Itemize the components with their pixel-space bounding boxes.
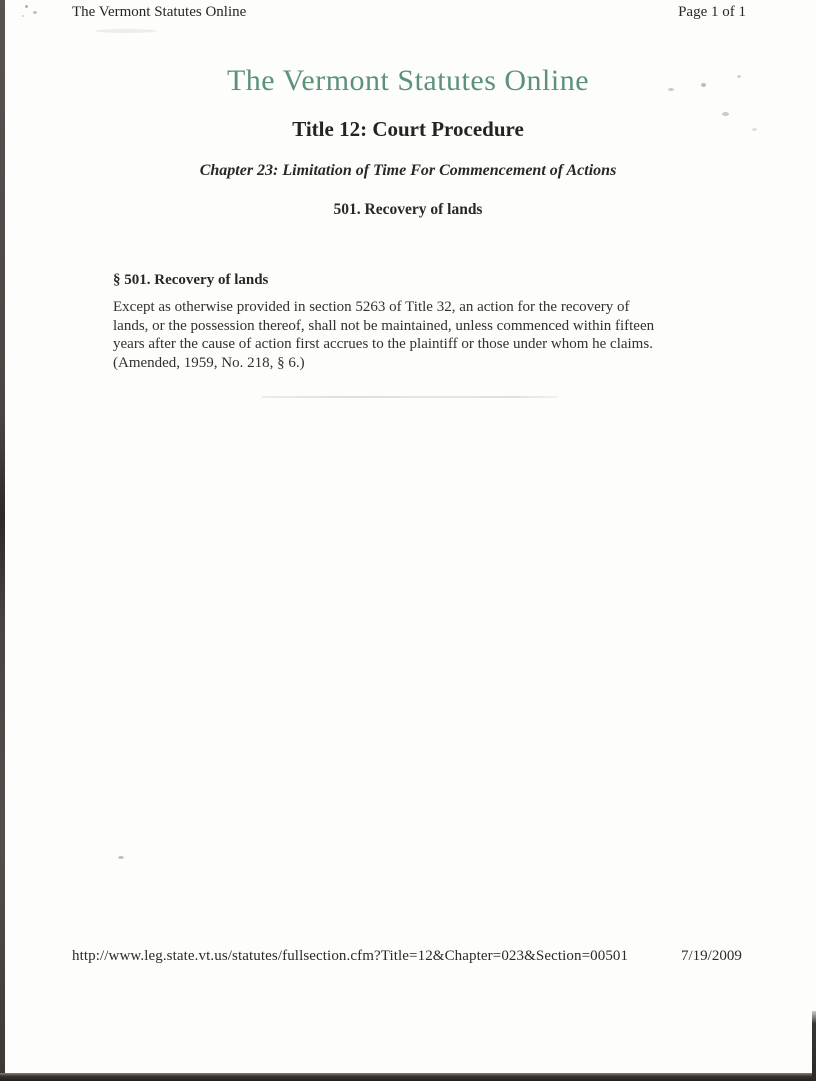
section-heading: 501. Recovery of lands xyxy=(333,201,483,218)
scan-artifact-dot xyxy=(22,15,24,17)
print-footer-date: 7/19/2009 xyxy=(681,948,742,964)
scan-artifact-bottom-band xyxy=(0,1073,816,1081)
chapter-heading: Chapter 23: Limitation of Time For Commencement of Actions xyxy=(199,162,617,179)
scan-artifact-smudge xyxy=(95,29,157,33)
scan-artifact-smudge xyxy=(118,856,124,859)
statute-heading: § 501. Recovery of lands xyxy=(113,272,269,288)
print-footer-url: http://www.leg.state.vt.us/statutes/fullsection.cfm?Title=12&Chapter=023&Section=00501 xyxy=(72,948,629,964)
horizontal-rule xyxy=(262,396,558,398)
print-header-title: The Vermont Statutes Online xyxy=(72,4,247,20)
statute-line: lands, or the possession thereof, shall not be maintained, unless commenced within fifteen xyxy=(113,317,655,334)
statute-line: (Amended, 1959, No. 218, § 6.) xyxy=(113,354,305,371)
statute-line: Except as otherwise provided in section 5263 of Title 32, an action for the recovery of xyxy=(113,299,630,315)
print-header-page-indicator: Page 1 of 1 xyxy=(678,4,746,20)
site-title: The Vermont Statutes Online xyxy=(226,64,590,97)
statute-paragraph xyxy=(113,298,654,372)
scan-artifact-right-edge-line xyxy=(812,1011,816,1081)
statute-line: years after the cause of action first accrues to the plaintiff or those under whom he claims. xyxy=(113,336,653,353)
scan-artifact-dot xyxy=(33,11,37,14)
title-heading: Title 12: Court Procedure xyxy=(292,117,524,141)
scan-artifact-dot xyxy=(25,5,28,8)
scan-artifact-smudge xyxy=(722,112,729,116)
